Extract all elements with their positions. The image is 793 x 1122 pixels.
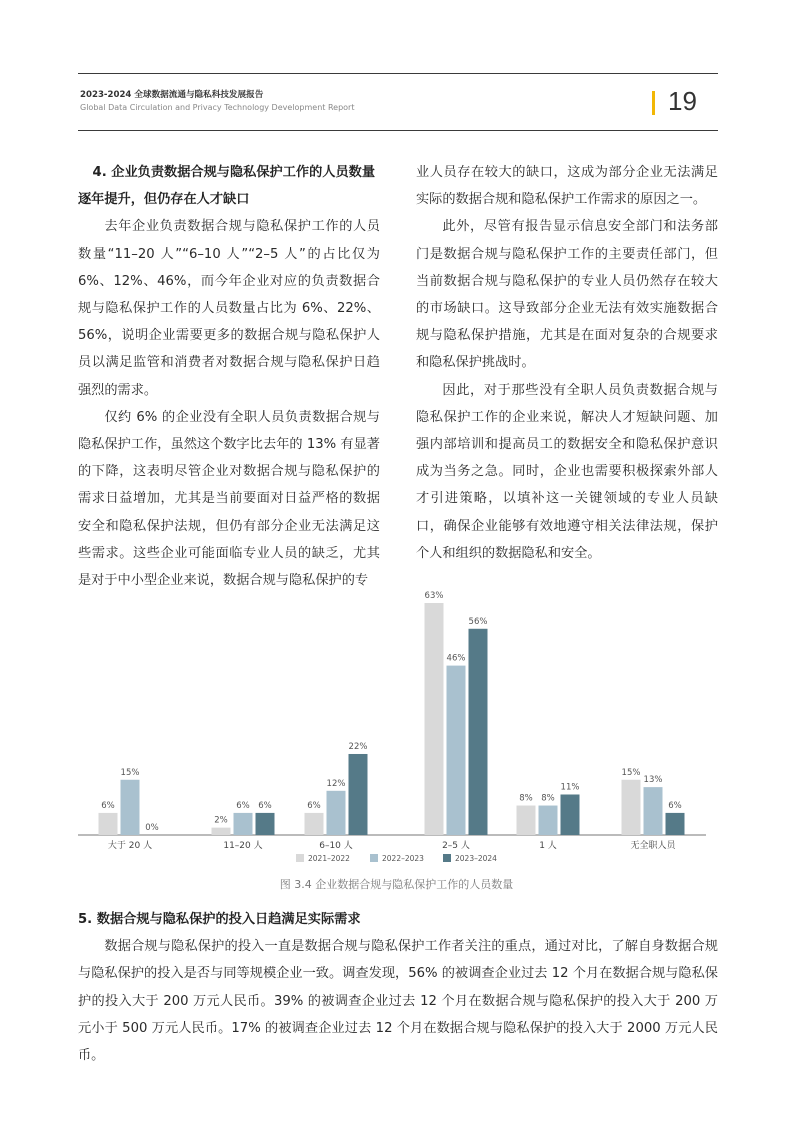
category-label-5: 1 人 — [539, 841, 557, 851]
bar-2021-2022-cat4 — [425, 603, 444, 835]
right-column — [416, 159, 718, 567]
section-5-paragraph: 数据合规与隐私保护的投入一直是数据合规与隐私保护工作者关注的重点，通过对比，了解自身数据合规与隐私保护的投入是否与同等规模企业一致。调查发现，56% 的被调查企业过去 12 个月在数据合规与隐私保护的投入大于 200 万元人民币。39% 的被调查企业过去 12 个月在数据合规与隐私保护的投入大于 200 万元小于 500 万元人民币。17% 的被调查企业过去 12 个月在数据合规与隐私保护的投入大于 2000 万元人民币。 — [78, 939, 718, 1064]
data-label-2023-2024-cat5: 11% — [560, 782, 580, 793]
legend-swatch-2022-2023 — [370, 854, 378, 862]
bar-2023-2024-cat3 — [349, 754, 368, 835]
data-label-2022-2023-cat1: 15% — [120, 767, 140, 778]
report-subtitle: Global Data Circulation and Privacy Technology Development Report — [80, 103, 355, 112]
data-label-2022-2023-cat5: 8% — [541, 793, 555, 804]
bar-2021-2022-cat6 — [622, 780, 641, 835]
page-number: 19 — [668, 86, 697, 116]
bar-2022-2023-cat2 — [234, 813, 253, 835]
bar-2023-2024-cat5 — [561, 794, 580, 835]
bar-2021-2022-cat2 — [212, 828, 231, 835]
data-label-2022-2023-cat3: 12% — [326, 778, 346, 789]
right-paragraph-2: 此外，尽管有报告显示信息安全部门和法务部门是数据合规与隐私保护工作的主要责任部门，但当前数据合规与隐私保护的专业人员仍然存在较大的市场缺口。这导致部分企业无法有效实施数据合规与隐私保护措施，尤其是在面对复杂的合规要求和隐私保护挑战时。 — [416, 219, 718, 371]
data-label-2021-2022-cat2: 2% — [214, 815, 228, 826]
bar-2022-2023-cat6 — [644, 787, 663, 835]
data-label-2023-2024-cat1: 0% — [145, 823, 159, 833]
figure-caption: 图 3.4 企业数据合规与隐私保护工作的人员数量 — [279, 878, 514, 891]
data-label-2021-2022-cat3: 6% — [307, 800, 321, 811]
left-paragraph-2: 仅约 6% 的企业没有全职人员负责数据合规与隐私保护工作，虽然这个数字比去年的 13% 有显著的下降，这表明尽管企业对数据合规与隐私保护的需求日益增加，尤其是当前要面对日益严格的数据安全和隐私保护法规，但仍有部分企业无法满足这些需求。这些企业可能面临专业人员的缺乏，尤其是对于中小型企业来说，数据合规与隐私保护的专 — [78, 409, 380, 589]
bar-2021-2022-cat1 — [99, 813, 118, 835]
data-label-2023-2024-cat2: 6% — [258, 800, 272, 811]
report-title: 2023-2024 全球数据流通与隐私科技发展报告 — [80, 90, 264, 100]
section-5-heading: 5. 数据合规与隐私保护的投入日趋满足实际需求 — [78, 912, 361, 927]
right-paragraph-1: 业人员存在较大的缺口，这成为部分企业无法满足实际的数据合规和隐私保护工作需求的原因之一。 — [416, 165, 718, 208]
data-label-2023-2024-cat6: 6% — [668, 800, 682, 811]
legend-label-2023-2024: 2023–2024 — [455, 854, 497, 863]
legend-swatch-2021-2022 — [296, 854, 304, 862]
data-label-2021-2022-cat4: 63% — [424, 591, 444, 601]
bar-2022-2023-cat3 — [327, 791, 346, 835]
bar-2023-2024-cat4 — [469, 629, 488, 835]
bar-2023-2024-cat6 — [666, 813, 685, 835]
right-paragraph-3: 因此，对于那些没有全职人员负责数据合规与隐私保护工作的企业来说，解决人才短缺问题、加强内部培训和提高员工的数据安全和隐私保护意识成为当务之急。同时，企业也需要积极探索外部人才引进策略，以填补这一关键领域的专业人员缺口，确保企业能够有效地遵守相关法律法规，保护个人和组织的数据隐私和安全。 — [416, 382, 718, 561]
data-label-2021-2022-cat6: 15% — [621, 767, 641, 778]
category-label-4: 2–5 人 — [442, 841, 470, 851]
bar-2022-2023-cat5 — [539, 806, 558, 835]
data-label-2023-2024-cat4: 56% — [468, 616, 488, 627]
bar-2021-2022-cat3 — [305, 813, 324, 835]
category-label-2: 11–20 人 — [223, 841, 263, 851]
data-label-2022-2023-cat4: 46% — [446, 653, 466, 664]
staff-count-bar-chart — [0, 585, 793, 870]
bar-2022-2023-cat1 — [121, 780, 140, 835]
section-5 — [78, 906, 718, 1069]
page-number-accent-bar — [652, 91, 655, 115]
category-label-3: 6–10 人 — [319, 841, 353, 851]
header-bottom-rule — [78, 130, 718, 131]
legend-swatch-2023-2024 — [443, 854, 451, 862]
left-column — [78, 159, 380, 594]
data-label-2021-2022-cat5: 8% — [519, 793, 533, 804]
data-label-2023-2024-cat3: 22% — [348, 741, 368, 752]
category-label-1: 大于 20 人 — [107, 841, 153, 851]
data-label-2021-2022-cat1: 6% — [101, 800, 115, 811]
bar-2023-2024-cat2 — [256, 813, 275, 835]
category-label-6: 无全职人员 — [630, 841, 676, 851]
bar-2022-2023-cat4 — [447, 666, 466, 835]
legend-label-2022-2023: 2022–2023 — [382, 854, 424, 863]
data-label-2022-2023-cat2: 6% — [236, 800, 250, 811]
legend-label-2021-2022: 2021–2022 — [308, 854, 350, 863]
bar-2021-2022-cat5 — [517, 806, 536, 835]
data-label-2022-2023-cat6: 13% — [643, 775, 663, 786]
section-4-heading: 4. 企业负责数据合规与隐私保护工作的人员数量逐年提升，但仍存在人才缺口 — [78, 165, 376, 208]
left-paragraph-1: 去年企业负责数据合规与隐私保护工作的人员数量“11–20 人”“6–10 人”“2–5 人”的占比仅为 6%、12%、46%，而今年企业对应的负责数据合规与隐私保护工作的人员数量占比为 6%、22%、56%，说明企业需要更多的数据合规与隐私保护人员以满足监管和消费者对数据合规与隐私保护日趋强烈的需求。 — [78, 219, 380, 398]
header-top-rule — [78, 73, 718, 74]
